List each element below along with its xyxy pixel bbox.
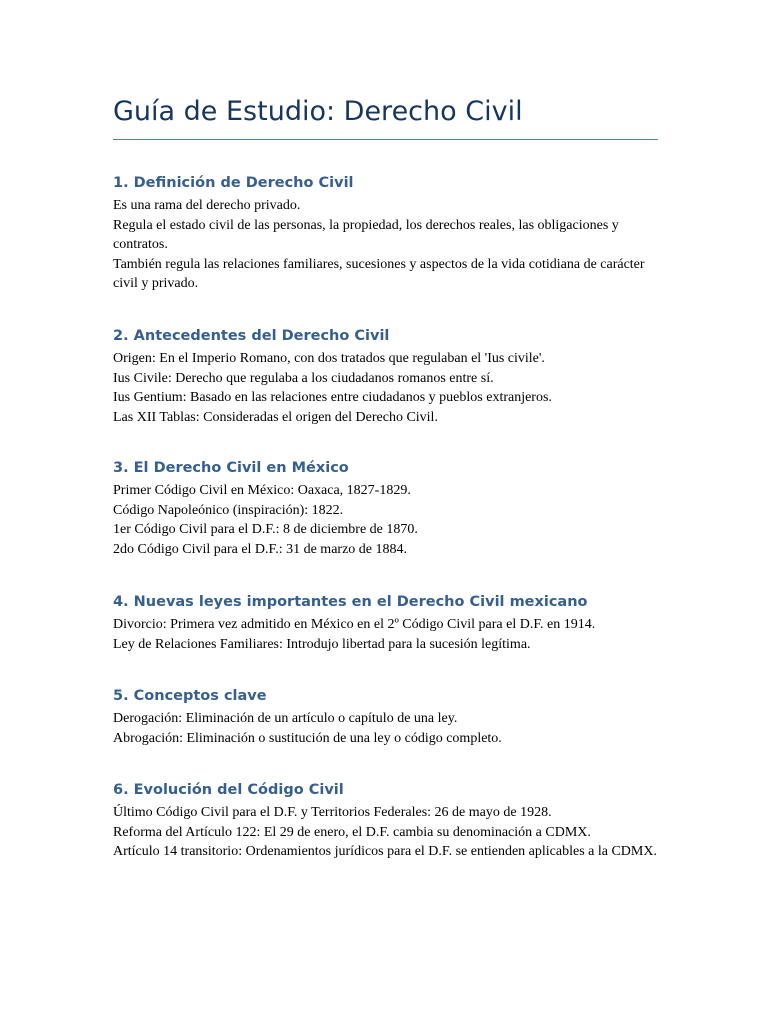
paragraph-line: Ius Civile: Derecho que regulaba a los ciudadanos romanos entre sí. bbox=[113, 370, 494, 386]
section-body bbox=[113, 196, 658, 294]
paragraph-line: Artículo 14 transitorio: Ordenamientos jurídicos para el D.F. se entienden aplicables a la CDMX. bbox=[113, 844, 657, 860]
paragraph-line: 2do Código Civil para el D.F.: 31 de marzo de 1884. bbox=[113, 541, 407, 557]
section-mexico bbox=[113, 459, 658, 559]
title-divider bbox=[113, 139, 658, 140]
section-body bbox=[113, 349, 658, 427]
paragraph-line: Regula el estado civil de las personas, la propiedad, los derechos reales, las obligaciones y contratos. bbox=[113, 217, 619, 253]
paragraph-line: Divorcio: Primera vez admitido en México en el 2º Código Civil para el D.F. en 1914. bbox=[113, 617, 596, 632]
paragraph-line: Primer Código Civil en México: Oaxaca, 1827-1829. bbox=[113, 483, 411, 498]
section-antecedentes bbox=[113, 327, 658, 427]
section-body bbox=[113, 615, 658, 654]
section-definicion bbox=[113, 174, 658, 294]
section-heading: 1. Definición de Derecho Civil bbox=[113, 175, 354, 191]
section-nuevas-leyes bbox=[113, 593, 658, 654]
section-heading: 5. Conceptos clave bbox=[113, 688, 267, 704]
page-title: Guía de Estudio: Derecho Civil bbox=[113, 96, 523, 127]
section-heading: 6. Evolución del Código Civil bbox=[113, 782, 344, 798]
paragraph-line: Ius Gentium: Basado en las relaciones entre ciudadanos y pueblos extranjeros. bbox=[113, 390, 552, 406]
section-body bbox=[113, 803, 658, 862]
paragraph-line: Código Napoleónico (inspiración): 1822. bbox=[113, 502, 344, 518]
section-evolucion bbox=[113, 781, 658, 862]
paragraph-line: Último Código Civil para el D.F. y Territorios Federales: 26 de mayo de 1928. bbox=[113, 805, 552, 820]
paragraph-line: También regula las relaciones familiares, sucesiones y aspectos de la vida cotidiana de carácter civil y privado. bbox=[113, 256, 645, 292]
paragraph-line: Es una rama del derecho privado. bbox=[113, 198, 301, 213]
paragraph-line: 1er Código Civil para el D.F.: 8 de diciembre de 1870. bbox=[113, 522, 418, 538]
paragraph-line: Ley de Relaciones Familiares: Introdujo libertad para la sucesión legítima. bbox=[113, 636, 531, 652]
paragraph-line: Derogación: Eliminación de un artículo o capítulo de una ley. bbox=[113, 711, 458, 726]
section-conceptos bbox=[113, 687, 658, 748]
section-heading: 3. El Derecho Civil en México bbox=[113, 460, 349, 476]
paragraph-line: Reforma del Artículo 122: El 29 de enero, el D.F. cambia su denominación a CDMX. bbox=[113, 824, 591, 840]
section-heading: 2. Antecedentes del Derecho Civil bbox=[113, 328, 390, 344]
section-body bbox=[113, 709, 658, 748]
section-heading: 4. Nuevas leyes importantes en el Derecho Civil mexicano bbox=[113, 594, 588, 610]
section-body bbox=[113, 481, 658, 559]
paragraph-line: Abrogación: Eliminación o sustitución de una ley o código completo. bbox=[113, 730, 502, 746]
paragraph-line: Las XII Tablas: Consideradas el origen del Derecho Civil. bbox=[113, 409, 438, 425]
paragraph-line: Origen: En el Imperio Romano, con dos tratados que regulaban el 'Ius civile'. bbox=[113, 351, 545, 366]
